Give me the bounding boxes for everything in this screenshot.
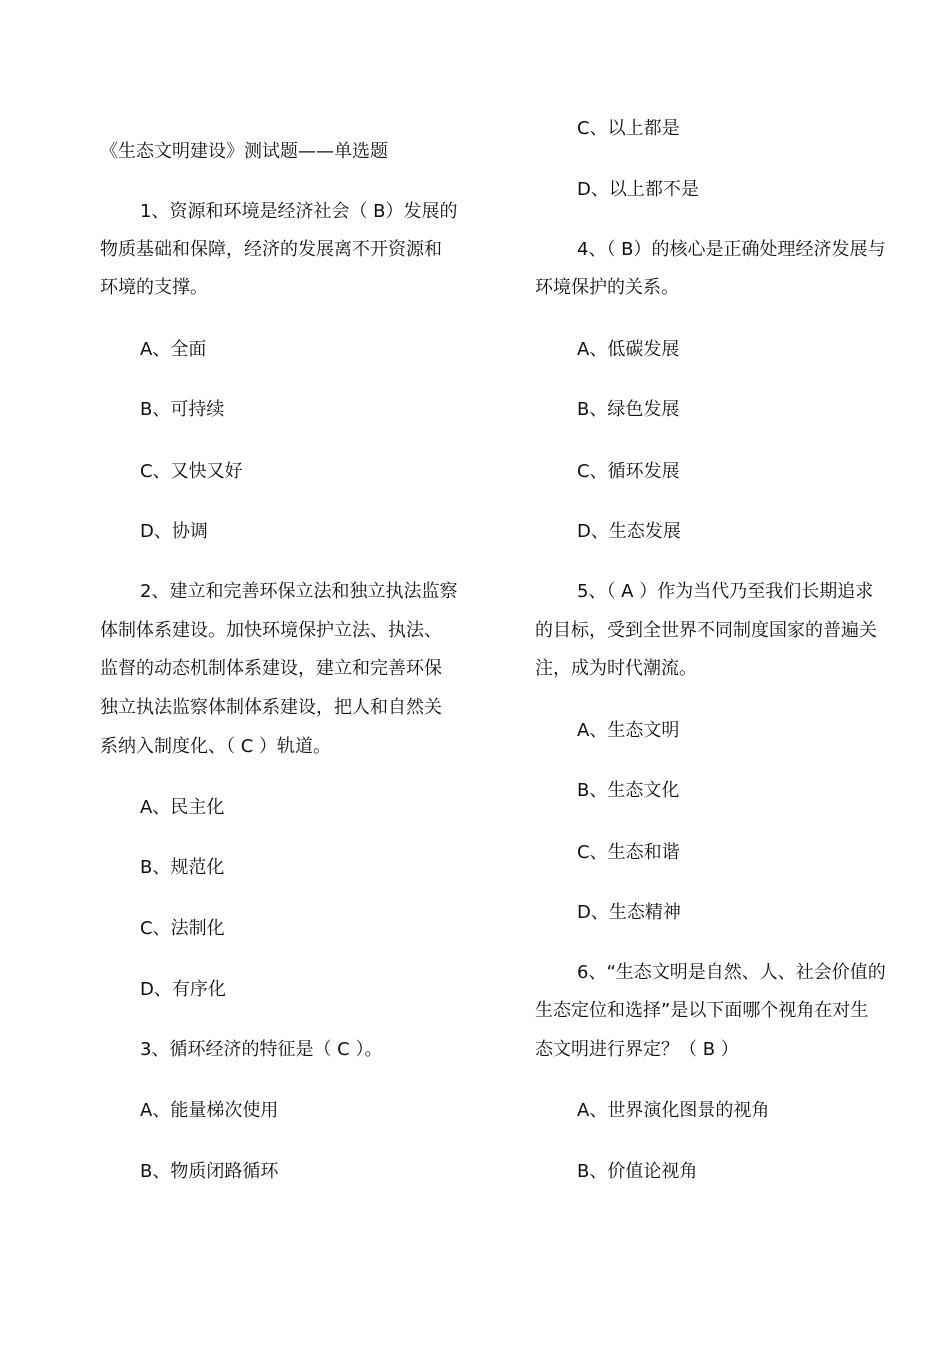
q1-option-c: C、又快又好	[140, 461, 243, 482]
q2-option-a: A、民主化	[140, 797, 225, 818]
q3-option-b: B、物质闭路循环	[140, 1161, 279, 1182]
q3-option-c: C、以上都是	[577, 118, 680, 139]
q2-text-line-5: 系纳入制度化、（ C ）轨道。	[100, 736, 332, 757]
q1-text-line-1: 1、资源和环境是经济社会（ B）发展的	[140, 201, 458, 222]
q2-option-c: C、法制化	[140, 918, 225, 939]
document-title: 《生态文明建设》测试题——单选题	[100, 141, 388, 162]
q3-option-d: D、以上都不是	[577, 179, 699, 200]
q5-option-a: A、生态文明	[577, 720, 680, 741]
q3-option-a: A、能量梯次使用	[140, 1100, 279, 1121]
q3-text-line-1: 3、循环经济的特征是（ C ）。	[140, 1039, 383, 1060]
q1-option-d: D、协调	[140, 521, 208, 542]
q2-text-line-4: 独立执法监察体制体系建设，把人和自然关	[100, 697, 442, 718]
q6-option-b: B、价值论视角	[577, 1161, 698, 1182]
q4-text-line-2: 环境保护的关系。	[535, 277, 679, 298]
q5-text-line-1: 5、（ A ）作为当代乃至我们长期追求	[577, 581, 874, 602]
q5-option-b: B、生态文化	[577, 780, 680, 801]
q6-text-line-1: 6、“生态文明是自然、人、社会价值的	[577, 962, 886, 983]
q5-option-c: C、生态和谐	[577, 842, 680, 863]
q4-option-b: B、绿色发展	[577, 399, 680, 420]
q5-option-d: D、生态精神	[577, 902, 681, 923]
q4-option-c: C、循环发展	[577, 461, 680, 482]
q2-text-line-2: 体制体系建设。加快环境保护立法、执法、	[100, 620, 442, 641]
q6-text-line-2: 生态定位和选择”是以下面哪个视角在对生	[535, 1000, 869, 1021]
q2-text-line-1: 2、建立和完善环保立法和独立执法监察	[140, 581, 458, 602]
q5-text-line-2: 的目标，受到全世界不同制度国家的普遍关	[535, 620, 877, 641]
q1-text-line-3: 环境的支撑。	[100, 277, 208, 298]
q6-text-line-3: 态文明进行界定？（ B ）	[535, 1039, 739, 1060]
q1-option-a: A、全面	[140, 339, 207, 360]
q1-option-b: B、可持续	[140, 399, 225, 420]
q5-text-line-3: 注，成为时代潮流。	[535, 658, 697, 679]
q2-option-b: B、规范化	[140, 857, 225, 878]
q4-option-d: D、生态发展	[577, 521, 681, 542]
q4-text-line-1: 4、（ B）的核心是正确处理经济发展与	[577, 239, 886, 260]
q4-option-a: A、低碳发展	[577, 339, 680, 360]
q2-text-line-3: 监督的动态机制体系建设，建立和完善环保	[100, 658, 442, 679]
q6-option-a: A、世界演化图景的视角	[577, 1100, 770, 1121]
q1-text-line-2: 物质基础和保障，经济的发展离不开资源和	[100, 239, 442, 260]
q2-option-d: D、有序化	[140, 979, 226, 1000]
